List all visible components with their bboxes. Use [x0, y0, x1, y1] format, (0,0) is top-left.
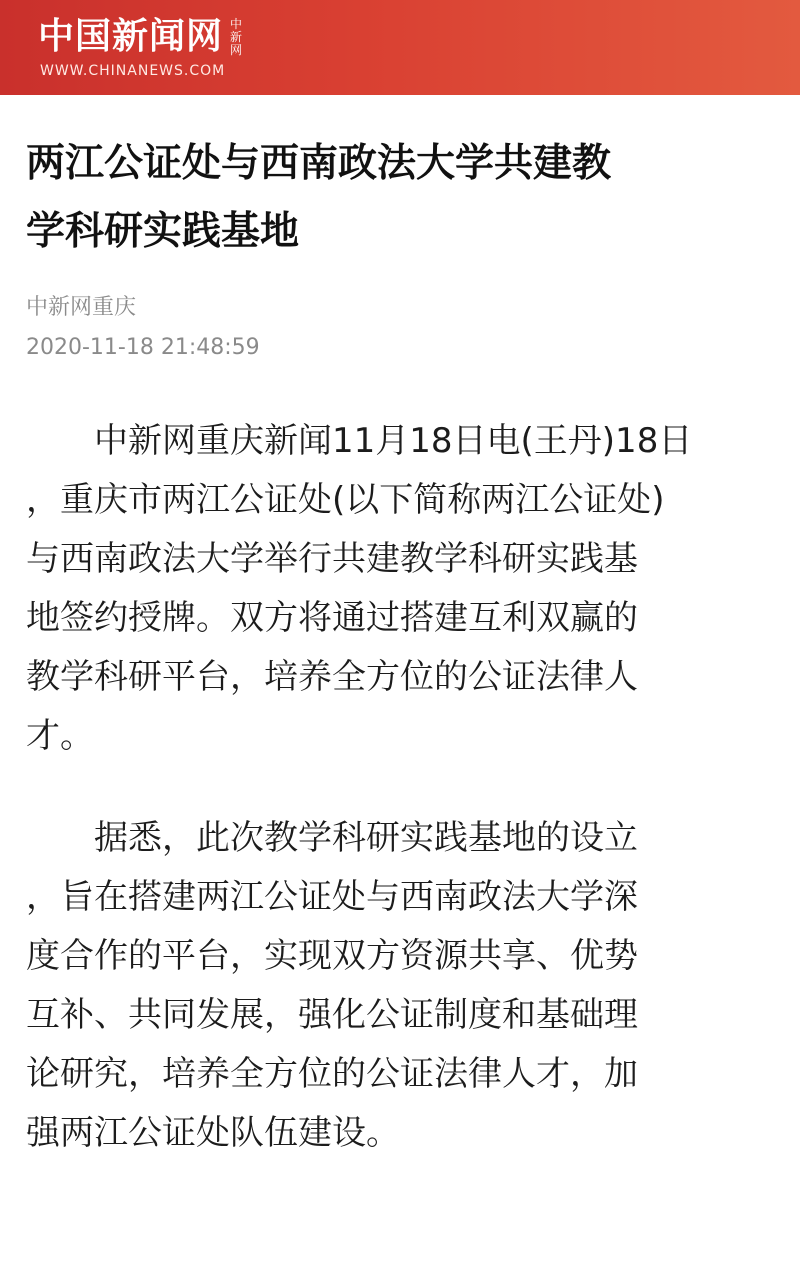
paragraph-line: 据悉，此次教学科研实践基地的设立 [94, 818, 638, 858]
paragraph-line: 互补、共同发展，强化公证制度和基础理 [26, 995, 638, 1035]
site-logo-side-text: 中新网 [229, 17, 242, 57]
paragraph-line: 地签约授牌。双方将通过搭建互利双赢的 [26, 598, 638, 638]
paragraph-line: 中新网重庆新闻11月18日电(王丹)18日 [94, 421, 693, 461]
paragraph-line: 度合作的平台，实现双方资源共享、优势 [26, 936, 638, 976]
article-title [26, 0, 774, 266]
article-paragraph [26, 412, 782, 766]
site-url: WWW.CHINANEWS.COM [40, 63, 226, 79]
article-paragraph [26, 809, 782, 1163]
paragraph-line: 强两江公证处队伍建设。 [26, 1113, 400, 1153]
site-logo[interactable]: 中国新闻网 [38, 15, 224, 57]
article-source[interactable]: 中新网重庆 [26, 295, 137, 320]
paragraph-line: 才。 [26, 716, 94, 756]
paragraph-line: 与西南政法大学举行共建教学科研实践基 [26, 539, 638, 579]
article-body [26, 412, 782, 1206]
paragraph-line: 论研究，培养全方位的公证法律人才，加 [26, 1054, 638, 1094]
article-title-line: 学科研实践基地 [26, 209, 300, 254]
paragraph-line: 教学科研平台，培养全方位的公证法律人 [26, 657, 638, 697]
article-title-line: 两江公证处与西南政法大学共建教 [26, 141, 612, 186]
article-datetime: 2020-11-18 21:48:59 [26, 335, 260, 360]
paragraph-line: ，重庆市两江公证处(以下简称两江公证处) [26, 480, 665, 520]
paragraph-line: ，旨在搭建两江公证处与西南政法大学深 [26, 877, 638, 917]
